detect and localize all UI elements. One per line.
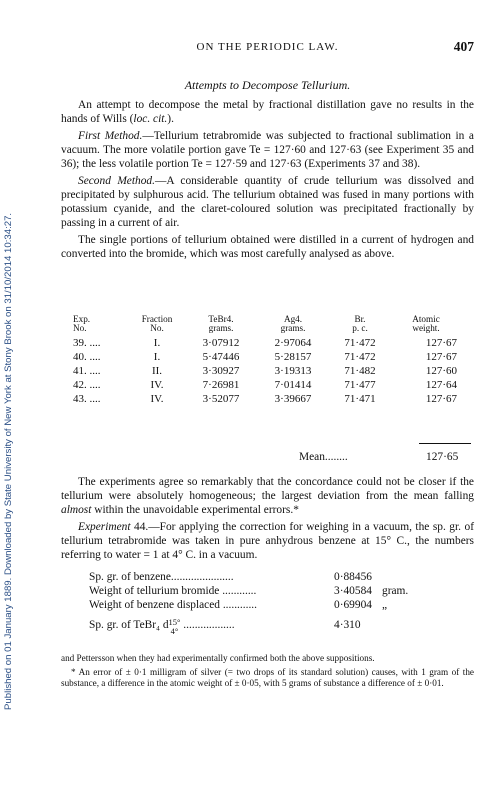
cell-fraction: IV.	[150, 393, 164, 405]
cell-tebr4: 7·26981	[202, 379, 240, 391]
method-label: Second Method.	[78, 175, 155, 187]
tebr4-label: Sp. gr. of TeBr₄ d	[89, 619, 169, 631]
cell-fraction: IV.	[150, 379, 164, 391]
results-table	[73, 315, 461, 406]
leader-dots: ..................	[180, 619, 235, 631]
gravity-value: 3·40584	[334, 585, 372, 597]
cell-exp: 39. ....	[73, 337, 101, 349]
body-text-2	[61, 475, 474, 565]
text: 44.—For applying the correction for weighing in a vacuum, the sp. gr. of tellurium tetrabromide was taken in pure anhydrous benzene at 15° C., the numbers referring to water = 1 at 4° C. in a vacuum.	[61, 521, 474, 561]
cell-br: 71·472	[344, 337, 376, 349]
running-header	[61, 41, 474, 57]
cell-tebr4: 3·52077	[202, 393, 240, 405]
cell-exp: 40. ....	[73, 351, 101, 363]
cell-fraction: I.	[153, 337, 161, 349]
cell-ag4: 5·28157	[274, 351, 312, 363]
mean-value: 127·65	[426, 451, 459, 463]
citation: loc. cit.	[133, 113, 168, 125]
cell-br: 71·482	[344, 365, 376, 377]
cell-tebr4: 3·07912	[202, 337, 240, 349]
cell-br: 71·477	[344, 379, 376, 391]
cell-exp: 42. ....	[73, 379, 101, 391]
temperature-fraction	[169, 618, 181, 636]
mean-label: Mean........	[299, 451, 348, 463]
cell-atomic-weight: 127·67	[425, 337, 457, 349]
paragraph-wills	[61, 98, 474, 126]
paragraph-distilled: The single portions of tellurium obtained were distilled in a current of hydrogen and converted into the bromide, which was most carefully analysed as above.	[61, 234, 474, 260]
header-ag4: Ag4. grams.	[280, 314, 306, 333]
experiment-label: Experiment	[78, 521, 131, 533]
frac-top: 15°	[168, 617, 181, 627]
cell-ag4: 7·01414	[274, 379, 312, 391]
mean-rule	[419, 443, 471, 444]
page-number: 407	[453, 39, 474, 54]
text: An attempt to decompose the metal by fractional distillation gave no results in the hands of Wills (	[61, 99, 474, 125]
table-row	[73, 392, 461, 406]
download-watermark: Published on 01 January 1889. Downloaded by State University of New York at Stony Brook on 31/10/2014 10:34:27.	[3, 212, 14, 710]
header-br: Br. p. c.	[352, 314, 368, 333]
gravity-value: 0·88456	[334, 571, 372, 583]
paragraph-experiment-44	[61, 520, 474, 562]
cell-exp: 41. ....	[73, 365, 101, 377]
cell-br: 71·471	[344, 393, 376, 405]
footnotes	[61, 653, 474, 692]
method-label: First Method.	[78, 130, 143, 142]
cell-exp: 43. ....	[73, 393, 101, 405]
header-tebr4: TeBr4. grams.	[208, 314, 234, 333]
cell-ag4: 2·97064	[274, 337, 312, 349]
cell-atomic-weight: 127·67	[425, 351, 457, 363]
text: —A considerable quantity of crude tellurium was dissolved and precipitated by sulphurous acid. The tellurium obtained was fused in many portions with potassium cyanide, and the claret-coloured solution was precipitated fractionally by passing in a current of air.	[61, 175, 474, 229]
text: The experiments agree so remarkably that the concordance could not be closer if the tellurium were absolutely homogeneous; the largest deviation from the mean falling	[61, 476, 474, 502]
paragraph-first-method	[61, 129, 474, 171]
gravity-value: 0·69904	[334, 599, 372, 611]
cell-tebr4: 5·47446	[202, 351, 240, 363]
cell-fraction: I.	[153, 351, 161, 363]
body-text	[61, 98, 474, 264]
cell-fraction: II.	[151, 365, 163, 377]
section-title: Attempts to Decompose Tellurium.	[184, 78, 351, 92]
text: ).	[167, 113, 174, 125]
header-exp: Exp. No.	[73, 314, 91, 333]
header-fraction: Fraction No.	[141, 314, 173, 333]
cell-atomic-weight: 127·60	[425, 365, 457, 377]
note-continuation: and Pettersson when they had experimentally confirmed both the above suppositions.	[61, 653, 375, 663]
gravity-label: Weight of benzene displaced ............	[89, 599, 257, 611]
table-row	[73, 350, 461, 364]
gravity-label	[89, 618, 235, 636]
header-atomic-weight: Atomic weight.	[412, 314, 440, 333]
gravity-label: Sp. gr. of benzene......................	[89, 571, 234, 583]
gravity-label: Weight of tellurium bromide ............	[89, 585, 257, 597]
gravity-unit: „	[382, 599, 388, 611]
cell-atomic-weight: 127·64	[425, 379, 457, 391]
table-row	[73, 364, 461, 378]
table-row	[73, 378, 461, 392]
cell-ag4: 3·39667	[274, 393, 312, 405]
cell-br: 71·472	[344, 351, 376, 363]
frac-bottom: 4°	[170, 626, 179, 636]
cell-tebr4: 3·30927	[202, 365, 240, 377]
gravity-unit: gram.	[382, 585, 409, 597]
emphasis: almost	[61, 504, 92, 516]
gravity-value: 4·310	[334, 619, 361, 631]
running-title: ON THE PERIODIC LAW.	[196, 41, 339, 53]
paragraph-second-method	[61, 174, 474, 230]
cell-atomic-weight: 127·67	[425, 393, 457, 405]
table-header-row	[73, 315, 461, 336]
text: within the unavoidable experimental errors.*	[91, 504, 299, 516]
cell-ag4: 3·19313	[274, 365, 312, 377]
text: —Tellurium tetrabromide was subjected to fractional sublimation in a vacuum. The more volatile portion gave Te = 127·60 and 127·63 (see Experiment 35 and 36); the less volatile portion Te = 127·59 and 127·63 (Experiments 37 and 38).	[61, 130, 474, 170]
table-row	[73, 336, 461, 350]
paragraph-concordance	[61, 475, 474, 517]
footnote: * An error of ± 0·1 milligram of silver (= two drops of its standard solution) causes, with 1 gram of the substance, a difference in the atomic weight of ± 0·05, with 5 grams of substance a difference of ± 0·01.	[61, 666, 474, 688]
